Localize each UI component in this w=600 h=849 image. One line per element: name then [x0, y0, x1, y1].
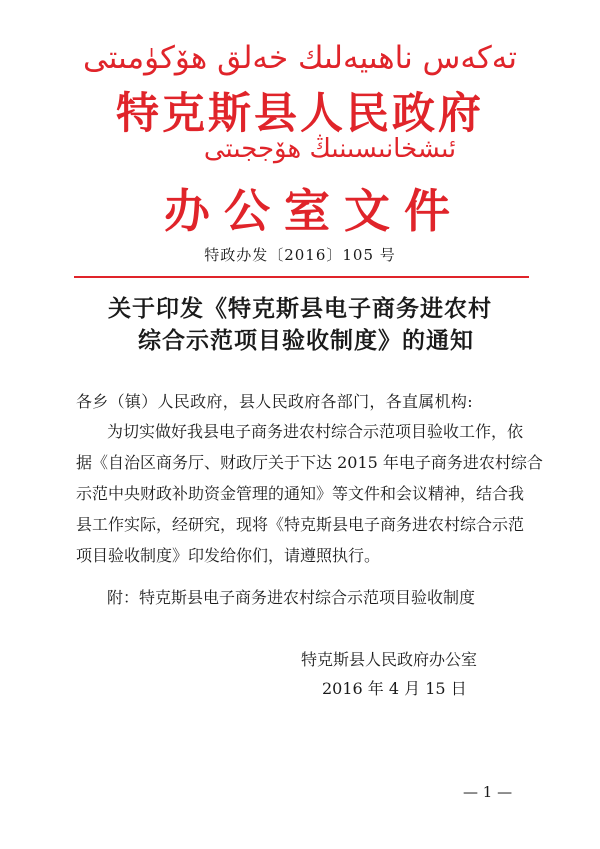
- uyghur-title: تەكەس ناھىيەلىك خەلق ھۆكۈمىتى: [82, 40, 518, 76]
- uyghur-subtitle: ئىشخانىسىنىڭ ھۆججىتى: [203, 134, 457, 164]
- issuer-signature: 特克斯县人民政府办公室: [301, 650, 478, 669]
- subject-line-1: 关于印发《特克斯县电子商务进农村: [108, 295, 492, 322]
- page-number: — 1 —: [463, 783, 513, 801]
- doc-number: 特政办发〔2016〕105 号: [204, 246, 396, 264]
- paragraph-line: 项目验收制度》印发给你们，请遵照执行。: [76, 546, 381, 565]
- paragraph-line: 为切实做好我县电子商务进农村综合示范项目验收工作，依: [107, 422, 524, 441]
- issue-date: 2016 年 4 月 15 日: [322, 679, 467, 698]
- paragraph-line: 示范中央财政补助资金管理的通知》等文件和会议精神，结合我: [76, 484, 525, 503]
- attachment-note: 附：特克斯县电子商务进农村综合示范项目验收制度: [107, 588, 476, 607]
- paragraph-line: 县工作实际，经研究，现将《特克斯县电子商务进农村综合示范: [76, 515, 525, 534]
- doc-subtitle: 办公室文件: [164, 184, 464, 238]
- doc-title: 特克斯县人民政府: [116, 89, 484, 139]
- paragraph-line: 据《自治区商务厅、财政厅关于下达 2015 年电子商务进农村综合: [76, 453, 543, 472]
- red-divider: [74, 276, 529, 278]
- addressee: 各乡（镇）人民政府，县人民政府各部门，各直属机构:: [76, 392, 473, 411]
- subject-line-2: 综合示范项目验收制度》的通知: [138, 327, 474, 354]
